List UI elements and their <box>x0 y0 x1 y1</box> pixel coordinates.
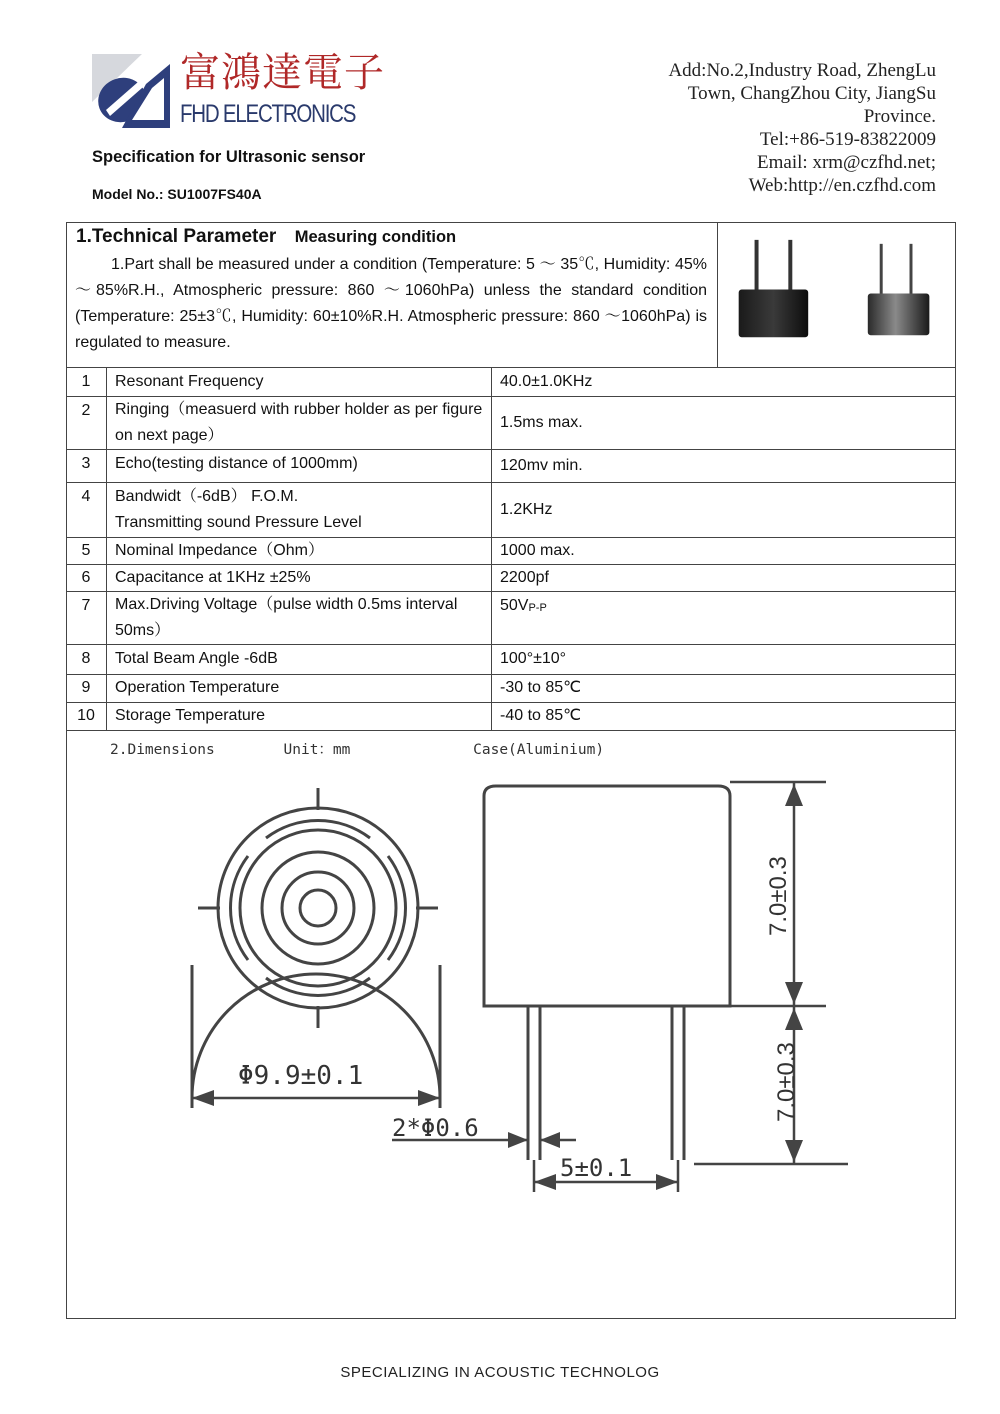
page-footer: SPECIALIZING IN ACOUSTIC TECHNOLOG <box>340 1364 660 1381</box>
dimensions-unit: Unit：mm <box>283 742 351 758</box>
row-number: 8 <box>66 644 107 674</box>
parameter-value: 2200pf <box>492 564 957 591</box>
table-row <box>66 482 956 537</box>
address-line: Province. <box>863 106 936 127</box>
table-row <box>66 449 956 482</box>
table-row <box>66 537 956 564</box>
parameter-name: Total Beam Angle -6dB <box>107 644 492 674</box>
dimensions-caption <box>110 738 604 759</box>
height-dimension <box>694 782 848 1164</box>
table-row <box>66 396 956 449</box>
front-view-grille <box>192 788 440 1108</box>
sensor-photo <box>718 222 956 368</box>
web-line: Web:http://en.czfhd.com <box>748 175 936 196</box>
row-number: 4 <box>66 482 107 537</box>
table-row <box>66 644 956 674</box>
table-row <box>66 591 956 644</box>
company-name-chinese: 富鴻達電子 <box>180 50 385 96</box>
table-row <box>66 564 956 591</box>
address-line: Add:No.2,Industry Road, ZhengLu <box>668 60 936 81</box>
parameter-name-line: Transmitting sound Pressure Level <box>115 513 362 531</box>
row-number: 2 <box>66 396 107 449</box>
row-number: 7 <box>66 591 107 644</box>
parameter-value: 100°±10° <box>492 644 957 674</box>
spec-title: Specification for Ultrasonic sensor <box>92 148 366 166</box>
lead-length-label: 7.0±0.3 <box>773 1042 800 1122</box>
row-number: 5 <box>66 537 107 564</box>
parameter-value: 40.0±1.0KHz <box>492 368 957 396</box>
phone-line: Tel:+86-519-83822009 <box>759 129 936 150</box>
value-subscript: P-P <box>528 601 547 614</box>
parameter-value: 1.5ms max. <box>492 396 957 449</box>
parameter-name: Resonant Frequency <box>107 368 492 396</box>
row-number: 6 <box>66 564 107 591</box>
email-line: Email: xrm@czfhd.net; <box>757 152 936 173</box>
diameter-dimension <box>192 1090 440 1106</box>
section-subheading: Measuring condition <box>294 228 457 246</box>
row-number: 1 <box>66 368 107 396</box>
section-heading: 1.Technical Parameter <box>76 226 277 247</box>
parameter-name: Max.Driving Voltage（pulse width 0.5ms interval 50ms） <box>107 591 492 644</box>
address-line: Town, ChangZhou City, JiangSu <box>687 83 936 104</box>
parameter-value: -30 to 85℃ <box>492 674 957 702</box>
measuring-condition-text: 1.Part shall be measured under a condition (Temperature: 5 ～ 35℃, Humidity: 45%～85%R.H., Atmospheric pressure: 860 ～1060hPa) unless the standard condition (Temperature: 25±3℃, Humidity: 60±10%R.H. Atmospheric pressure: 860 ～1060hPa) is regulated to measure. <box>75 256 707 351</box>
row-number: 9 <box>66 674 107 702</box>
parameter-name: Nominal Impedance（Ohm） <box>107 537 492 564</box>
table-row <box>66 674 956 702</box>
parameter-name-line: Bandwidt（-6dB） F.O.M. <box>115 487 299 505</box>
dimension-drawing <box>66 760 956 1320</box>
table-row <box>66 368 956 396</box>
model-number: Model No.: SU1007FS40A <box>92 186 262 202</box>
parameter-value: 120mv min. <box>492 449 957 482</box>
row-number: 3 <box>66 449 107 482</box>
parameter-name: Operation Temperature <box>107 674 492 702</box>
parameter-table <box>66 368 956 731</box>
technical-parameter-section <box>66 222 718 368</box>
company-name-english: FHD ELECTRONICS <box>180 100 356 128</box>
parameter-value: 1.2KHz <box>492 482 957 537</box>
company-address <box>668 59 936 197</box>
parameter-name: Echo(testing distance of 1000mm) <box>107 449 492 482</box>
parameter-name: Storage Temperature <box>107 702 492 730</box>
value-main: 50V <box>500 596 529 614</box>
parameter-name: Capacitance at 1KHz ±25% <box>107 564 492 591</box>
dimensions-title: 2.Dimensions <box>110 742 215 758</box>
pin-pitch-label: 5±0.1 <box>560 1154 633 1182</box>
diameter-label: Φ9.9±0.1 <box>238 1061 364 1091</box>
dimensions-case: Case(Aluminium) <box>473 742 605 758</box>
row-number: 10 <box>66 702 107 730</box>
parameter-value: -40 to 85℃ <box>492 702 957 730</box>
table-row <box>66 702 956 730</box>
company-logo <box>92 54 170 128</box>
parameter-name <box>107 482 492 537</box>
parameter-name: Ringing（measuerd with rubber holder as per figure on next page） <box>107 396 492 449</box>
parameter-value <box>492 591 957 644</box>
pin-diameter-label: 2*Φ0.6 <box>392 1114 479 1142</box>
case-height-label: 7.0±0.3 <box>765 856 792 936</box>
side-view-case <box>484 786 730 1160</box>
parameter-value: 1000 max. <box>492 537 957 564</box>
